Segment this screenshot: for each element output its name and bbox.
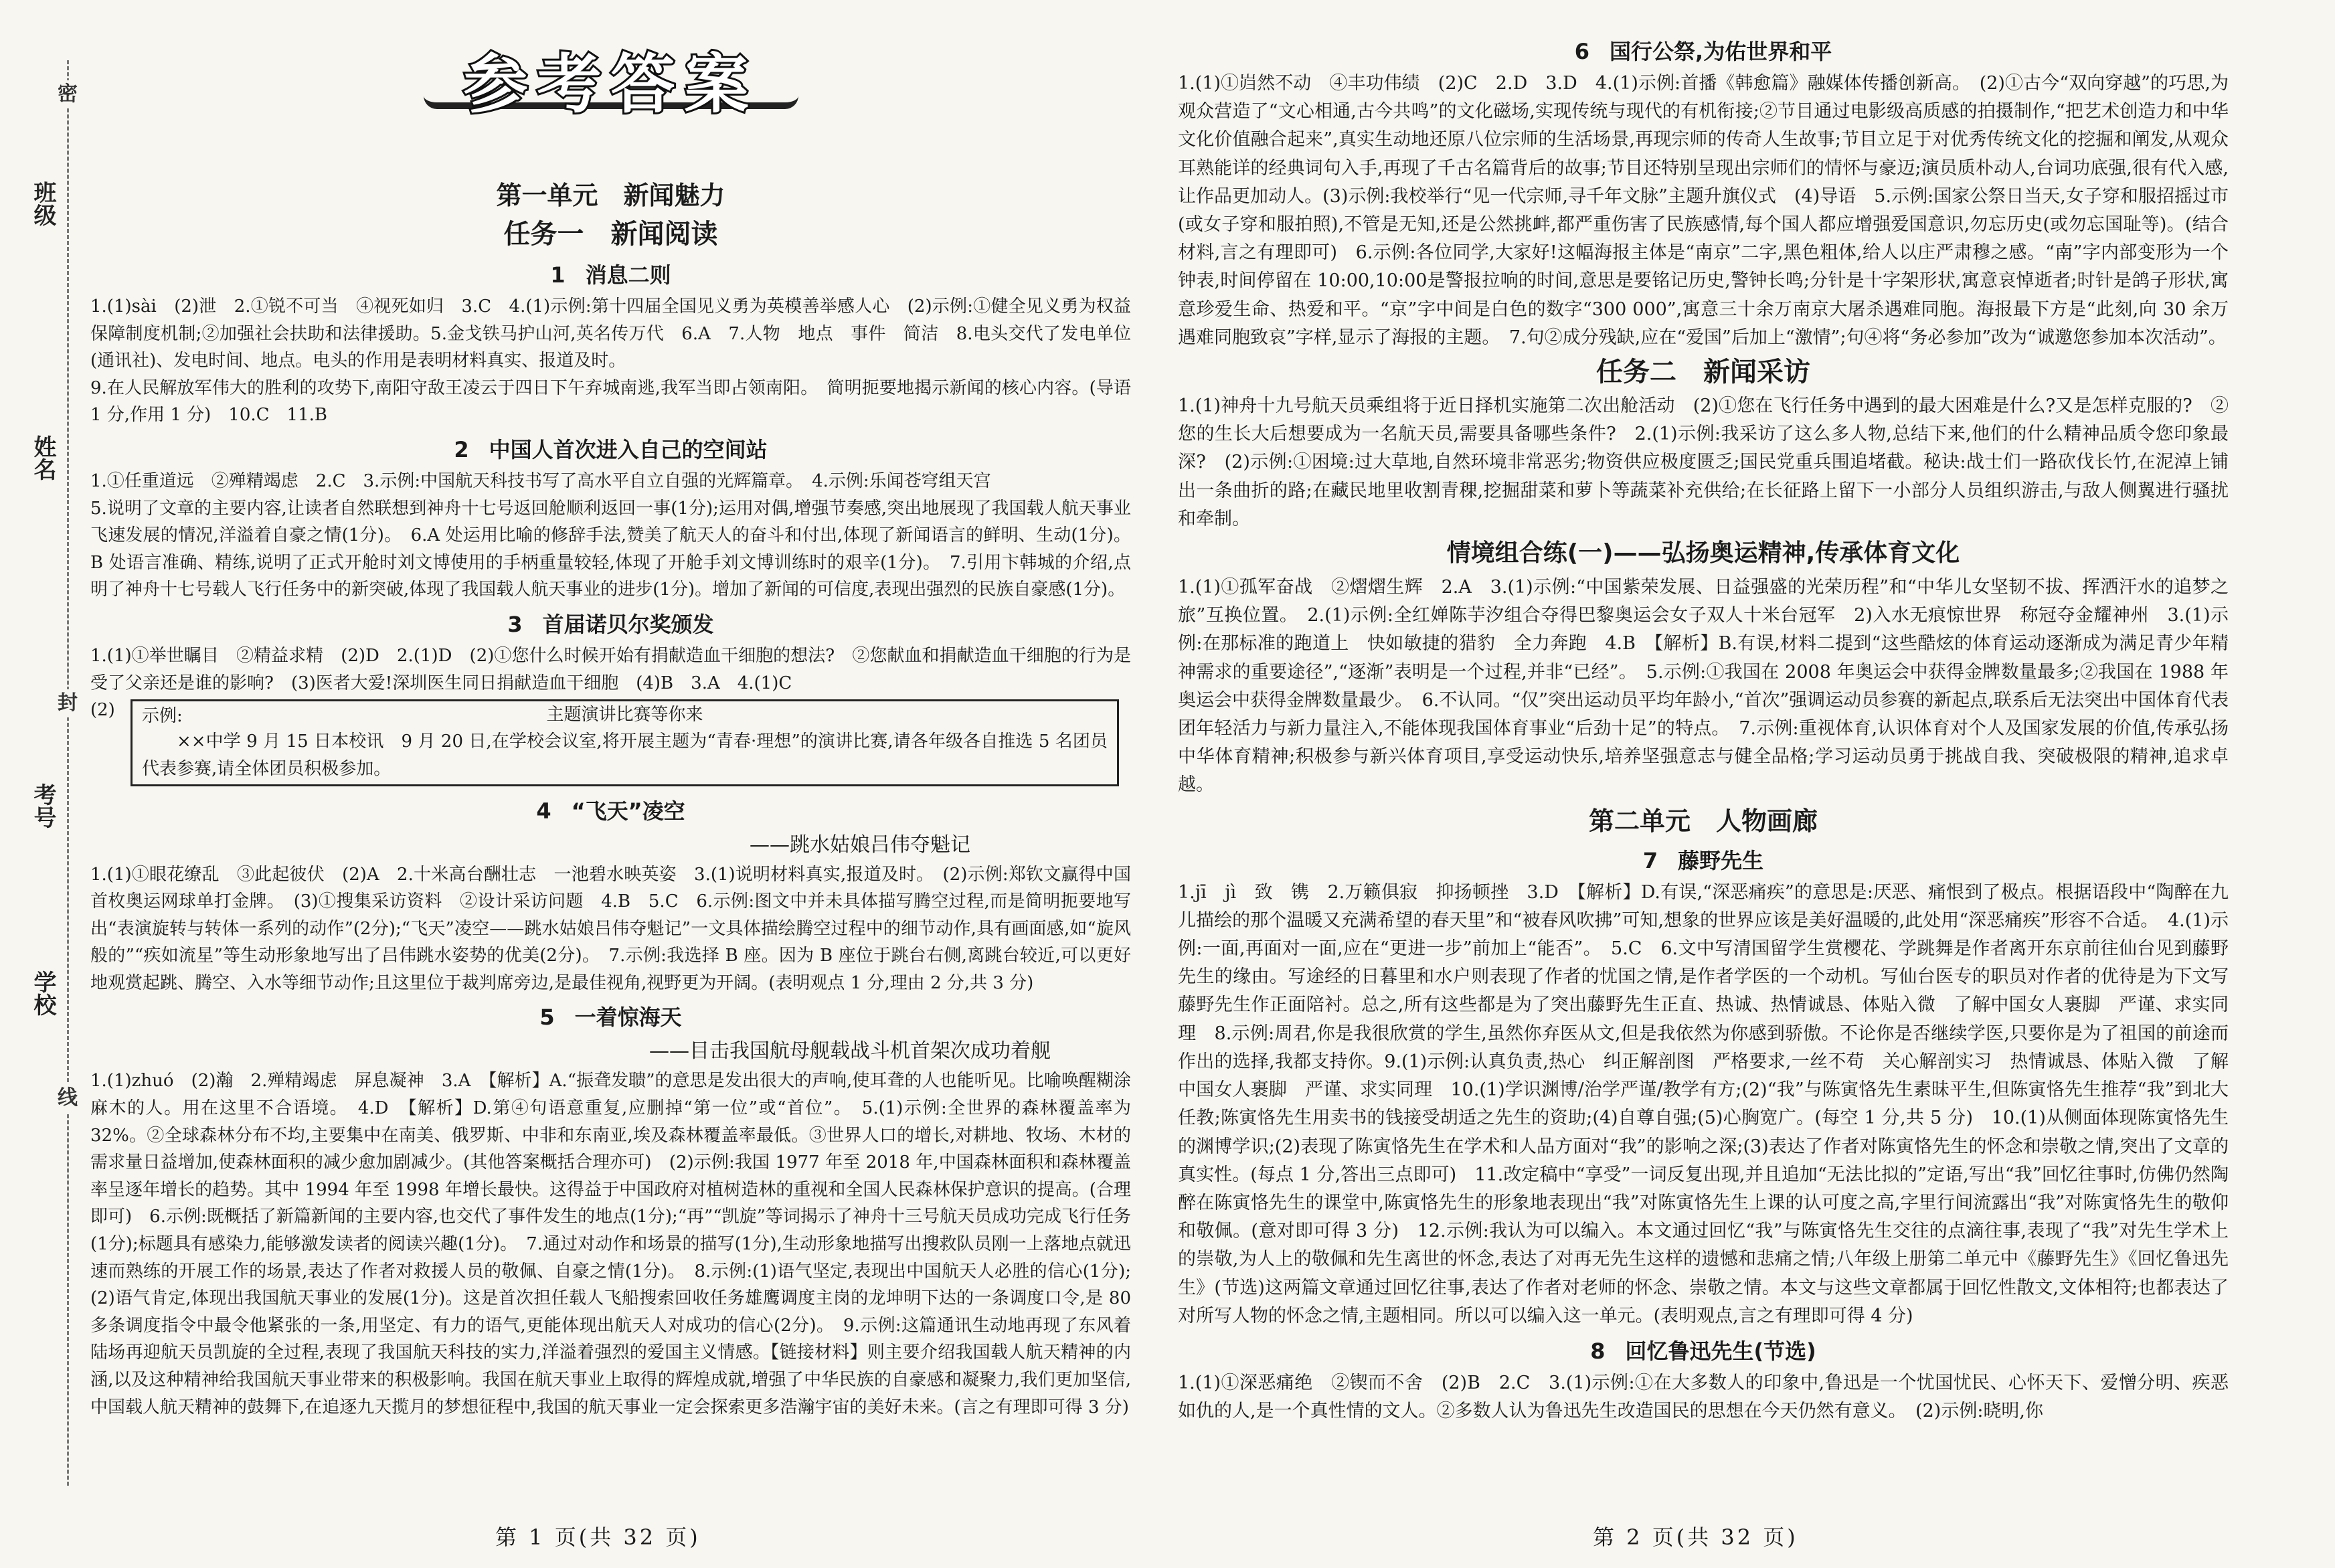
lesson-number: 8	[1590, 1338, 1606, 1364]
left-page	[90, 27, 1131, 1421]
lesson-title: 藤野先生	[1678, 847, 1764, 873]
binding-word-line: 线	[58, 1084, 78, 1112]
lesson-4-subtitle: ——跳水姑娘吕伟夺魁记	[750, 833, 970, 857]
lesson-number: 3	[507, 611, 523, 637]
lesson-title: 消息二则	[585, 262, 671, 288]
lesson-number: 5	[539, 1005, 555, 1031]
lesson-number: 6	[1574, 39, 1590, 64]
binding-field-number: 考号	[29, 783, 56, 829]
task-2-answers: 1.(1)神舟十九号航天员乘组将于近日择机实施第二次出舱活动 (2)①您在飞行任务中遇到的最大困难是什么?又是怎样克服的? ②您的生长大后想要成为一名航天员,需要具备哪些条件? 2.(1)示例:我采访了这么多人物,总结下来,他们的什么精神品质令您印象最深? (2)示例:①困境:过大草地,自然环境非常恶劣;物资供应极度匮乏;国民党重兵围追堵截。秘诀:战士们一路砍伐长竹,在泥淖上铺出一条曲折的路;在藏民地里收割青稞,挖掘甜菜和萝卜等蔬菜补充供给;在长征路上留下一小部分人员组织游击,与敌人侧翼进行骚扰和牵制。	[1178, 396, 2229, 529]
lesson-1-answers: 1.(1)sài (2)泄 2.①锐不可当 ④视死如归 3.C 4.(1)示例:第十四届全国见义勇为英模善举感人心 (2)示例:①健全见义勇为权益保障制度机制;②加强社会扶助和法律援助。5.金戈铁马护山河,英名传万代 6.A 7.人物 地点 事件 简洁 8.电头交代了发电单位(通讯社)、发电时间、地点。电头的作用是表明材料真实、报道及时。	[90, 296, 1131, 371]
notice-title: 主题演讲比赛等你来	[546, 704, 703, 725]
lesson-5-answers: 1.(1)zhuó (2)瀚 2.殚精竭虑 屏息凝神 3.A 【解析】A.“振聋发聩”的意思是发出很大的声响,使耳聋的人也能听见。比喻唤醒糊涂麻木的人。用在这里不合语境。 4.D 【解析】D.第④句语意重复,应删掉“第一位”或“首位”。 5.(1)示例:全世界的森林覆盖率为 32%。②全球森林分布不均,主要集中在南美、俄罗斯、中非和东南亚,埃及森林覆盖率最低。③世界人口的增长,对耕地、牧场、木材的需求量日益增加,使森林面积的减少愈加剧减少。(其他答案概括合理亦可) (2)示例:我国 1977 年至 2018 年,中国森林面积和森林覆盖率呈逐年增长的趋势。其中 1994 年至 1998 年增长最快。这得益于中国政府对植树造林的重视和全国人民森林保护意识的提高。(合理即可) 6.示例:既概括了新篇新闻的主要内容,也交代了事件发生的地点(1分);“再”“凯旋”等词揭示了神舟十三号航天员成功完成飞行任务(1分);标题具有感染力,能够激发读者的阅读兴趣(1分)。 7.通过对动作和场景的描写(1分),生动形象地描写出搜救队员刚一上落地点就迅速而熟练的开展工作的场景,表达了作者对救援人员的敬佩、自豪之情(1分)。 8.示例:(1)语气坚定,表现出中国航天人必胜的信心(1分);(2)语气肯定,体现出我国航天事业的发展(1分)。这是首次担任载人飞船搜索回收任务雄鹰调度主岗的龙坤明下达的一条调度口令,是 80 多条调度指令中最令他紧张的一条,用坚定、有力的语气,更能体现出航天人对成功的信心(2分)。 9.示例:这篇通讯生动地再现了东风着陆场再迎航天员凯旋的全过程,表现了我国航天科技的实力,洋溢着强烈的爱国主义情感。【链接材料】则主要介绍我国载人航天精神的内涵,以及这种精神给我国航天事业带来的积极影响。我国在航天事业上取得的辉煌成就,增强了中华民族的自豪感和凝聚力,我们更加坚信,中国载人航天精神的鼓舞下,在追逐九天揽月的梦想征程中,我国的航天事业一定会探索更多浩瀚宇宙的美好未来。(言之有理即可得 3 分)	[90, 1071, 1131, 1417]
task-1-title: 任务一 新闻阅读	[503, 219, 718, 250]
lesson-1-heading	[90, 257, 1131, 293]
notice-body: ××中学 9 月 15 日本校讯 9 月 20 日,在学校会议室,将开展主题为“青春·理想”的演讲比赛,请各年级各自推选 5 名团员代表参赛,请全体团员积极参加。	[142, 731, 1108, 779]
scenario-1-answers: 1.(1)①孤军奋战 ②熠熠生辉 2.A 3.(1)示例:“中国紫荣发展、日益强盛的光荣历程”和“中华儿女坚韧不拔、挥洒汗水的追梦之旅”互换位置。 2.(1)示例:全红婵陈芋汐组合夺得巴黎奥运会女子双人十米台冠军 2)入水无痕惊世界 称冠夺金耀神州 3.(1)示例:在那标准的跑道上 快如敏捷的猎豹 全力奔跑 4.B 【解析】B.有误,材料二提到“这些酷炫的体育运动逐渐成为满足青少年精神需求的重要途径”,“逐渐”表明是一个过程,并非“已经”。 5.示例:①我国在 2008 年奥运会中获得金牌数量最多;②我国在 1988 年奥运会中获得金牌数量最少。 6.不认同。“仅”突出运动员平均年龄小,“首次”强调运动员参赛的新起点,联系后无法突出中国体育代表团年轻活力与新力量注入,不能体现我国体育事业“后劲十足”的特点。 7.示例:重视体育,认识体育对个人及国家发展的价值,传承弘扬中华体育精神;积极参与新兴体育项目,享受运动快乐,培养坚强意志与健全品格;学习运动员勇于挑战自我、突破极限的精神,追求卓越。	[1178, 577, 2229, 796]
lesson-2-answers-cont: 5.说明了文章的主要内容,让读者自然联想到神舟十七号返回舱顺利返回一事(1分);运用对偶,增强节奏感,突出地展现了我国载人航天事业飞速发展的情况,洋溢着自豪之情(1分)。 6.A 处运用比喻的修辞手法,赞美了航天人的奋斗和付出,体现了新闻语言的鲜明、生动(1分)。B 处语言准确、精练,说明了正式开舱时刘文博使用的手柄重量较轻,体现了开舱手刘文博训练时的艰辛(1分)。 7.引用卞韩城的介绍,点明了神舟十七号载人飞行任务中的新突破,体现了我国载人航天事业的进步(1分)。增加了新闻的可信度,表现出强烈的民族自豪感(1分)。	[90, 498, 1131, 600]
lesson-3-notice-row	[90, 697, 1131, 790]
lesson-7-heading	[1178, 843, 2229, 879]
answer-key-header	[90, 47, 1131, 167]
lesson-3-answers: 1.(1)①举世瞩目 ②精益求精 (2)D 2.(1)D (2)①您什么时候开始有捐献造血干细胞的想法? ②您献血和捐献造血干细胞的行为是受了父亲还是谁的影响? (3)医者大爱!深圳医生同日捐献造血干细胞 (4)B 3.A 4.(1)C	[90, 645, 1131, 693]
binding-word-seal: 密	[58, 80, 78, 108]
lesson-7-answers: 1.jī jì 致 镌 2.万籁俱寂 抑扬顿挫 3.D 【解析】D.有误,“深恶痛疾”的意思是:厌恶、痛恨到了极点。根据语段中“陶醉在九儿描绘的那个温暖又充满希望的春天里”和“被春风吹拂”可知,想象的世界应该是美好温暖的,此处用“深恶痛疾”形容不合适。 4.(1)示例:一面,再面对一面,应在“更进一步”前加上“能否”。 5.C 6.文中写清国留学生赏樱花、学跳舞是作者离开东京前往仙台见到藤野先生的缘由。写途经的日暮里和水户则表现了作者的忧国之情,是作者学医的一个动机。写仙台医专的职员对作者的优待是为下文写藤野先生作正面陪衬。总之,所有这些都是为了突出藤野先生正直、热诚、热情诚恳、体贴入微 了解中国女人裹脚 严谨、求实同理 8.示例:周君,你是我很欣赏的学生,虽然你弃医从文,但是我依然为你感到骄傲。不论你是否继续学医,只要你是为了祖国的前途而作出的选择,我都支持你。9.(1)示例:认真负责,热心 纠正解剖图 严格要求,一丝不苟 关心解剖实习 热情诚恳、体贴入微 了解中国女人裹脚 严谨、求实同理 10.(1)学识渊博/治学严谨/教学有方;(2)“我”与陈寅恪先生素昧平生,但陈寅恪先生推荐“我”到北大任教;陈寅恪先生用卖书的钱接受胡适之先生的资助;(4)自尊自强;(5)心胸宽广。(每空 1 分,共 5 分) 10.(1)从侧面体现陈寅恪先生的渊博学识;(2)表现了陈寅恪先生在学术和人品方面对“我”的影响之深;(3)表达了作者对陈寅恪先生的怀念和崇敬之情,突出了文章的真实性。(每点 1 分,答出三点即可) 11.改定稿中“享受”一词反复出现,并且追加“无法比拟的”定语,写出“我”回忆往事时,仿佛仍然陶醉在陈寅恪先生的课堂中,陈寅恪先生的形象地表现出“我”对陈寅恪先生上课的认可度之高,字里行间流露出“我”对陈寅恪先生的敬仰和敬佩。(意对即可得 3 分) 12.示例:我认为可以编入。本文通过回忆“我”与陈寅恪先生交往的点滴往事,表现了“我”对先生学术上的崇敬,为人上的敬佩和先生离世的怀念,表达了对再无先生这样的遗憾和悲痛之情;八年级上册第二单元中《藤野先生》《回忆鲁迅先生》(节选)这两篇文章通过回忆往事,表达了作者对老师的怀念、崇敬之情。本文与这些文章都属于回忆性散文,文体相符;也都表达了对所写人物的怀念之情,主题相同。所以可以编入这一单元。(表明观点,言之有理即可得 4 分)	[1178, 881, 2229, 1326]
lesson-6-answers: 1.(1)①岿然不动 ④丰功伟绩 (2)C 2.D 3.D 4.(1)示例:首播《韩愈篇》融媒体传播创新高。 (2)①古今“双向穿越”的巧思,为观众营造了“文心相通,古今共鸣”的文化磁场,实现传统与现代的有机衔接;②节目通过电影级高质感的拍摄制作,“把艺术创造力和中华文化价值融合起来”,真实生动地还原八位宗师的生活场景,再现宗师的传奇人生故事;节目立足于对优秀传统文化的挖掘和阐发,从观众耳熟能详的经典词句入手,再现了千古名篇背后的故事;节目还特别呈现出宗师们的情怀与豪迈;演员质朴动人,台词功底强,很有代入感,让作品更加动人。(3)示例:我校举行“见一代宗师,寻千年文脉”主题升旗仪式 (4)导语 5.示例:国家公祭日当天,女子穿和服招摇过市(或女子穿和服拍照),不管是无知,还是公然挑衅,都严重伤害了民族感情,每个国人都应增强爱国意识,勿忘历史(或勿忘国耻等)。(结合材料,言之有理即可) 6.示例:各位同学,大家好!这幅海报主体是“南京”二字,黑色粗体,给人以庄严肃穆之感。“南”字内部变形为一个钟表,时间停留在 10:00,10:00是警报拉响的时间,意思是要铭记历史,警钟长鸣;分针是十字架形状,寓意哀悼逝者;时针是鸽子形状,寓意珍爱生命、热爱和平。“京”字中间是白色的数字“300 000”,寓意三十余万南京大屠杀遇难同胞。海报最下方是“此刻,向 30 余万遇难同胞致哀”字样,显示了海报的主题。 7.句②成分残缺,应在“爱国”后加上“激情”;句④将“务必参加”改为“诚邀您参加本次活动”。	[1178, 73, 2229, 348]
binding-field-school: 学校	[29, 970, 56, 1016]
lesson-8-answers: 1.(1)①深恶痛绝 ②锲而不舍 (2)B 2.C 3.(1)示例:①在大多数人的印象中,鲁迅是一个忧国忧民、心怀天下、爱憎分明、疾恶如仇的人,是一个真性情的文人。②多数人认为鲁迅先生改造国民的思想在今天仍然有意义。 (2)示例:晓明,你	[1178, 1372, 2229, 1422]
task-2-title: 任务二 新闻采访	[1596, 357, 1810, 388]
notice-box	[131, 699, 1119, 786]
answer-key-logo: 参考答案	[424, 67, 798, 109]
scenario-1-title: 情境组合练(一)——弘扬奥运精神,传承体育文化	[1446, 539, 1960, 568]
lesson-3-heading	[90, 606, 1131, 642]
lesson-number: 4	[536, 798, 551, 824]
unit-1-title: 第一单元 新闻魅力	[496, 181, 725, 210]
right-page	[1178, 27, 2229, 1425]
lesson-title: 国行公祭,为佑世界和平	[1610, 39, 1832, 64]
lesson-6-heading	[1178, 33, 2229, 70]
question-label: (2)	[90, 700, 115, 721]
page-number-left: 第 1 页(共 32 页)	[495, 1525, 701, 1550]
lesson-number: 1	[550, 262, 566, 288]
lesson-5-heading	[90, 999, 1131, 1035]
lesson-title: 一着惊海天	[574, 1005, 682, 1031]
binding-margin	[20, 60, 94, 1486]
lesson-5-subtitle: ——目击我国航母舰载战斗机首架次成功着舰	[649, 1039, 1051, 1063]
binding-field-name: 姓名	[29, 435, 56, 481]
lesson-title: 回忆鲁迅先生(节选)	[1625, 1338, 1816, 1364]
lesson-4-heading	[90, 793, 1131, 829]
lesson-number: 2	[454, 436, 469, 462]
lesson-title: 首届诺贝尔奖颁发	[542, 611, 714, 637]
unit-2-title: 第二单元 人物画廊	[1588, 806, 1818, 836]
binding-word-close: 封	[58, 689, 78, 717]
lesson-4-answers: 1.(1)①眼花缭乱 ③此起彼伏 (2)A 2.十米高台酬壮志 一池碧水映英姿 3.(1)说明材料真实,报道及时。 (2)示例:郑钦文赢得中国首枚奥运网球单打金牌。 (3)①搜集采访资料 ②设计采访问题 4.B 5.C 6.示例:图文中并未具体描写腾空过程,而是简明扼要地写出“表演旋转与转体一系列的动作”(2分);“飞天”凌空——跳水姑娘吕伟夺魁记”一文具体描绘腾空过程中的细节动作,具有画面感,如“旋风般的”“疾如流星”等生动形象地写出了吕伟跳水姿势的优美(2分)。 7.示例:我选择 B 座。因为 B 座位于跳台右侧,离跳台较近,可以更好地观赏起跳、腾空、入水等细节动作;且这里位于裁判席旁边,是最佳视角,视野更为开阔。(表明观点 1 分,理由 2 分,共 3 分)	[90, 864, 1131, 993]
binding-field-class: 班级	[29, 181, 56, 226]
lesson-title: 中国人首次进入自己的空间站	[489, 436, 768, 462]
lesson-8-heading	[1178, 1333, 2229, 1369]
lesson-number: 7	[1642, 847, 1658, 873]
lesson-1-answers-cont: 9.在人民解放军伟大的胜利的攻势下,南阳守敌王凌云于四日下午弃城南逃,我军当即占领南阳。 简明扼要地揭示新闻的核心内容。(导语 1 分,作用 1 分) 10.C 11.B	[90, 377, 1131, 426]
cut-line	[67, 60, 69, 1486]
lesson-title: “飞天”凌空	[571, 798, 685, 824]
page-number-right: 第 2 页(共 32 页)	[1593, 1525, 1798, 1550]
lesson-2-answers: 1.①任重道远 ②殚精竭虑 2.C 3.示例:中国航天科技书写了高水平自立自强的光辉篇章。 4.示例:乐闻苍穹组天宫	[90, 470, 991, 491]
notice-example-label: 示例:	[142, 706, 183, 727]
lesson-2-heading	[90, 432, 1131, 468]
